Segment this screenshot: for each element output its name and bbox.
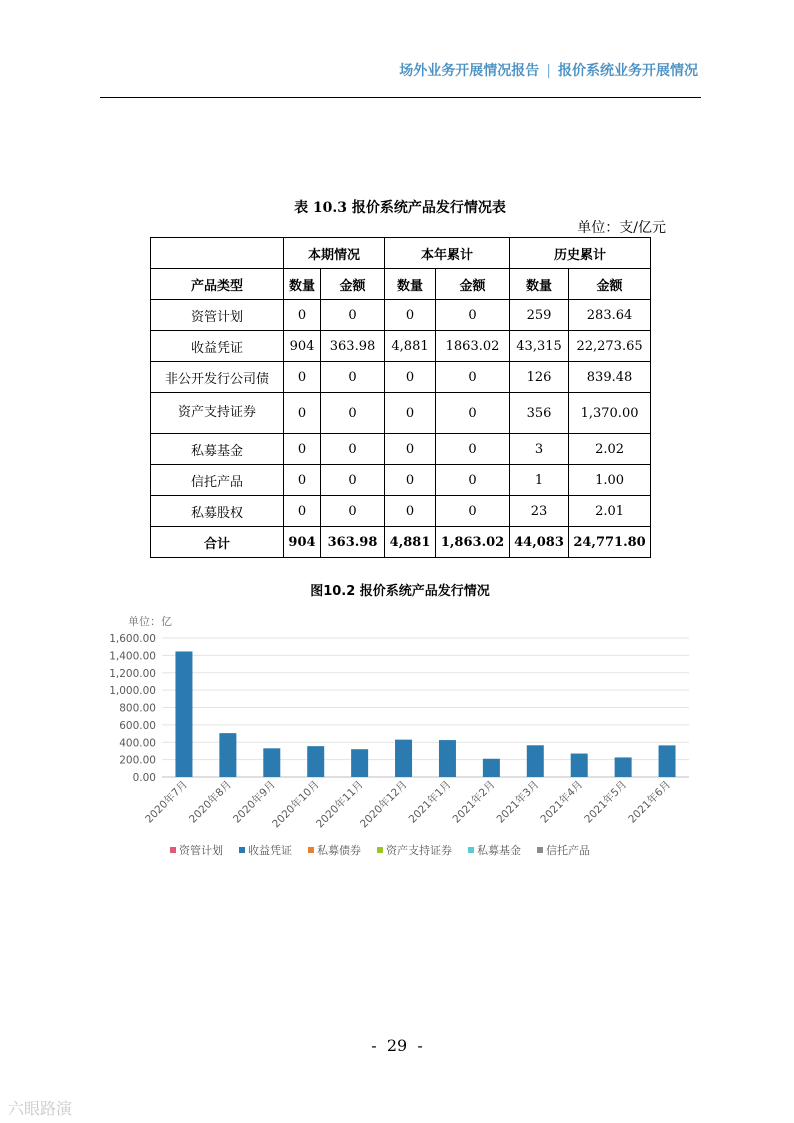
table-cell: 1863.02 xyxy=(436,331,510,362)
y-tick-label: 400.00 xyxy=(119,737,156,750)
table-cell: 259 xyxy=(510,300,569,331)
header-left: 场外业务开展情况报告 xyxy=(399,63,540,79)
bar xyxy=(219,733,236,777)
table-cell: 0 xyxy=(284,362,321,393)
table-cell: 0 xyxy=(321,300,385,331)
table-cell: 43,315 xyxy=(510,331,569,362)
x-tick-label: 2021年5月 xyxy=(582,778,630,826)
x-tick-label: 2021年2月 xyxy=(450,778,498,826)
group-header-current: 本期情况 xyxy=(284,238,385,269)
table-cell: 0 xyxy=(436,300,510,331)
total-cell: 904 xyxy=(284,527,321,558)
table-cell: 0 xyxy=(436,434,510,465)
header-separator: | xyxy=(546,63,551,79)
bar xyxy=(439,740,456,777)
bar xyxy=(571,754,588,777)
x-tick-label: 2020年11月 xyxy=(314,778,366,831)
group-header-history: 历史累计 xyxy=(510,238,651,269)
legend-label: 私募基金 xyxy=(477,844,521,857)
header-blank-cell xyxy=(151,238,284,269)
legend-label: 收益凭证 xyxy=(248,844,292,857)
table-cell: 0 xyxy=(284,393,321,434)
issuance-table xyxy=(150,237,651,558)
table-cell: 0 xyxy=(321,496,385,527)
x-tick-label: 2020年12月 xyxy=(357,778,410,831)
bar xyxy=(263,748,280,777)
table-cell: 0 xyxy=(385,300,436,331)
table-row xyxy=(151,362,651,393)
chart-legend xyxy=(170,842,590,858)
table-title: 表 10.3 报价系统产品发行情况表 xyxy=(294,200,506,216)
header-rule xyxy=(100,97,701,98)
legend-item xyxy=(377,842,452,858)
table-cell: 1,370.00 xyxy=(569,393,651,434)
table-cell: 0 xyxy=(321,434,385,465)
row-label: 非公开发行公司债 xyxy=(151,362,284,393)
table-row xyxy=(151,331,651,362)
y-tick-label: 1,000.00 xyxy=(109,685,156,698)
chart-canvas xyxy=(100,605,710,840)
table-cell: 839.48 xyxy=(569,362,651,393)
legend-item xyxy=(468,842,521,858)
x-tick-label: 2020年9月 xyxy=(230,778,278,826)
table-cell: 0 xyxy=(321,362,385,393)
sub-header: 数量 xyxy=(385,269,436,300)
table-row xyxy=(151,496,651,527)
group-header-row xyxy=(151,238,651,269)
legend-label: 资产支持证券 xyxy=(386,844,452,857)
sub-header: 金额 xyxy=(321,269,385,300)
table-row xyxy=(151,465,651,496)
legend-swatch xyxy=(170,847,176,853)
sub-header-row xyxy=(151,269,651,300)
chart-title: 图10.2 报价系统产品发行情况 xyxy=(310,584,490,599)
table-cell: 0 xyxy=(436,496,510,527)
legend-swatch xyxy=(468,847,474,853)
table-cell: 0 xyxy=(436,362,510,393)
row-label: 资管计划 xyxy=(151,300,284,331)
bar xyxy=(307,746,324,777)
y-tick-label: 1,200.00 xyxy=(109,667,156,680)
legend-swatch xyxy=(239,847,245,853)
total-cell: 363.98 xyxy=(321,527,385,558)
table-cell: 0 xyxy=(436,393,510,434)
table-cell: 0 xyxy=(284,496,321,527)
table-cell: 2.02 xyxy=(569,434,651,465)
sub-header: 产品类型 xyxy=(151,269,284,300)
bar-chart xyxy=(100,605,710,865)
table-cell: 22,273.65 xyxy=(569,331,651,362)
total-cell: 1,863.02 xyxy=(436,527,510,558)
row-label: 收益凭证 xyxy=(151,331,284,362)
table-row xyxy=(151,393,651,434)
legend-label: 私募债券 xyxy=(317,844,361,857)
sub-header: 数量 xyxy=(284,269,321,300)
y-tick-label: 0.00 xyxy=(132,772,156,784)
bar xyxy=(395,740,412,777)
table-cell: 4,881 xyxy=(385,331,436,362)
legend-item xyxy=(308,842,361,858)
row-label: 资产支持证券 xyxy=(151,393,284,434)
row-label: 私募基金 xyxy=(151,434,284,465)
header-right: 报价系统业务开展情况 xyxy=(558,63,698,79)
total-cell: 44,083 xyxy=(510,527,569,558)
table-cell: 0 xyxy=(436,465,510,496)
x-tick-label: 2021年1月 xyxy=(406,778,454,826)
table-row xyxy=(151,434,651,465)
y-tick-label: 1,600.00 xyxy=(109,633,156,645)
total-row xyxy=(151,527,651,558)
table-cell: 23 xyxy=(510,496,569,527)
bar xyxy=(175,651,192,777)
page-number: - 29 - xyxy=(371,1036,423,1055)
row-label: 信托产品 xyxy=(151,465,284,496)
bar xyxy=(483,759,500,777)
legend-label: 资管计划 xyxy=(179,844,223,857)
total-cell: 24,771.80 xyxy=(569,527,651,558)
table-cell: 0 xyxy=(385,362,436,393)
table-cell: 0 xyxy=(321,393,385,434)
x-tick-label: 2021年4月 xyxy=(538,778,586,826)
table-cell: 0 xyxy=(385,393,436,434)
sub-header: 金额 xyxy=(436,269,510,300)
table-cell: 363.98 xyxy=(321,331,385,362)
legend-label: 信托产品 xyxy=(546,844,590,857)
x-tick-label: 2020年7月 xyxy=(143,778,191,826)
table-cell: 283.64 xyxy=(569,300,651,331)
row-label: 私募股权 xyxy=(151,496,284,527)
table-cell: 1 xyxy=(510,465,569,496)
chart-unit-label: 单位：亿 xyxy=(128,615,172,628)
total-label: 合计 xyxy=(151,527,284,558)
table-cell: 126 xyxy=(510,362,569,393)
table-cell: 0 xyxy=(385,434,436,465)
bar xyxy=(527,745,544,777)
x-tick-label: 2020年10月 xyxy=(270,778,322,831)
table-cell: 0 xyxy=(385,465,436,496)
x-tick-label: 2020年8月 xyxy=(187,778,234,826)
group-header-ytd: 本年累计 xyxy=(385,238,510,269)
x-tick-label: 2021年6月 xyxy=(626,778,674,826)
y-tick-label: 600.00 xyxy=(119,719,156,732)
total-cell: 4,881 xyxy=(385,527,436,558)
table-cell: 0 xyxy=(284,465,321,496)
table-cell: 3 xyxy=(510,434,569,465)
x-tick-label: 2021年3月 xyxy=(494,778,542,826)
table-cell: 1.00 xyxy=(569,465,651,496)
table-unit: 单位：支/亿元 xyxy=(577,220,666,236)
table-cell: 904 xyxy=(284,331,321,362)
legend-swatch xyxy=(377,847,383,853)
y-tick-label: 200.00 xyxy=(119,754,156,767)
legend-item xyxy=(239,842,292,858)
watermark-logo: 六眼路演 xyxy=(8,1099,73,1118)
y-tick-label: 800.00 xyxy=(119,702,156,715)
table-cell: 0 xyxy=(284,434,321,465)
bar xyxy=(351,749,368,777)
table-cell: 0 xyxy=(321,465,385,496)
legend-swatch xyxy=(537,847,543,853)
bar xyxy=(615,757,632,777)
table-cell: 356 xyxy=(510,393,569,434)
sub-header: 数量 xyxy=(510,269,569,300)
table-row xyxy=(151,300,651,331)
legend-item xyxy=(537,842,590,858)
table-cell: 0 xyxy=(284,300,321,331)
running-header xyxy=(399,60,698,80)
sub-header: 金额 xyxy=(569,269,651,300)
legend-item xyxy=(170,842,223,858)
legend-swatch xyxy=(308,847,314,853)
table-cell: 2.01 xyxy=(569,496,651,527)
table-cell: 0 xyxy=(385,496,436,527)
bar xyxy=(659,745,676,777)
y-tick-label: 1,400.00 xyxy=(109,650,156,663)
